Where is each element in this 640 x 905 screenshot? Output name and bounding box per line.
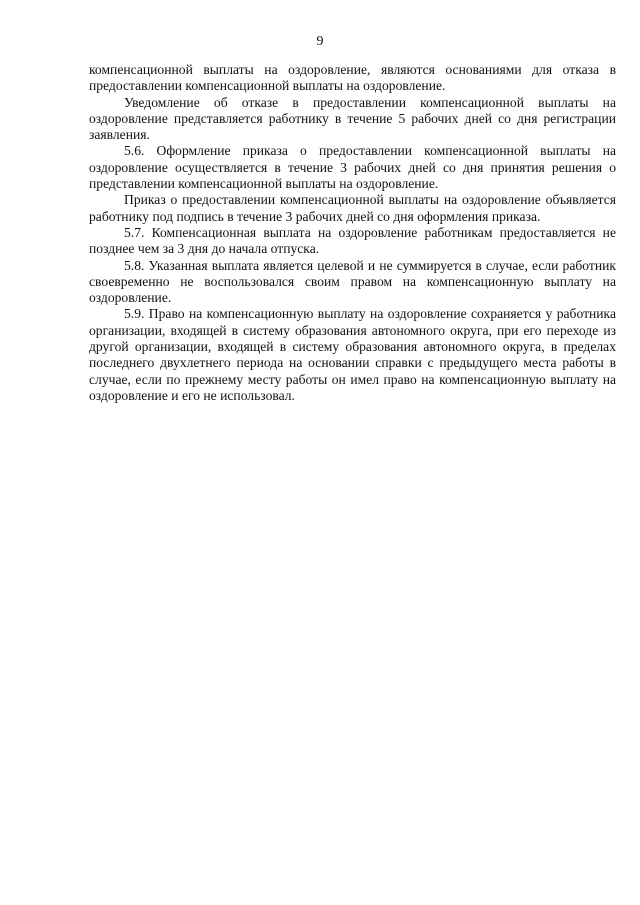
document-body (89, 62, 616, 404)
paragraph-5-7: 5.7. Компенсационная выплата на оздоровление работникам предоставляется не позднее чем за 3 дня до начала отпуска. (89, 224, 616, 257)
paragraph-5-9: 5.9. Право на компенсационную выплату на оздоровление сохраняется у работника организации, входящей в систему образования автономного округа, при его переходе из другой организации, входящей в систему образования автономного округа, в пределах последнего двухлетнего периода на основании справки с предыдущего места работы в случае, если по прежнему месту работы он имел право на компенсационную выплату на оздоровление и его не использовал. (89, 306, 616, 403)
paragraph-order-announcement: Приказ о предоставлении компенсационной выплаты на оздоровление объявляется работнику под подпись в течение 3 рабочих дней со дня оформления приказа. (89, 192, 616, 224)
paragraph-5-8: 5.8. Указанная выплата является целевой и не суммируется в случае, если работник своевременно не воспользовался своим правом на компенсационную выплату на оздоровление. (89, 257, 616, 306)
page-number: 9 (316, 34, 324, 49)
paragraph-continuation: компенсационной выплаты на оздоровление, являются основаниями для отказа в предоставлении компенсационной выплаты на оздоровление. (89, 62, 616, 94)
paragraph-refusal-notice: Уведомление об отказе в предоставлении компенсационной выплаты на оздоровление представляется работнику в течение 5 рабочих дней со дня регистрации заявления. (89, 94, 616, 143)
paragraph-5-6: 5.6. Оформление приказа о предоставлении компенсационной выплаты на оздоровление осуществляется в течение 3 рабочих дней со дня принятия решения о представлении компенсационной выплаты на оздоровление. (89, 143, 616, 192)
